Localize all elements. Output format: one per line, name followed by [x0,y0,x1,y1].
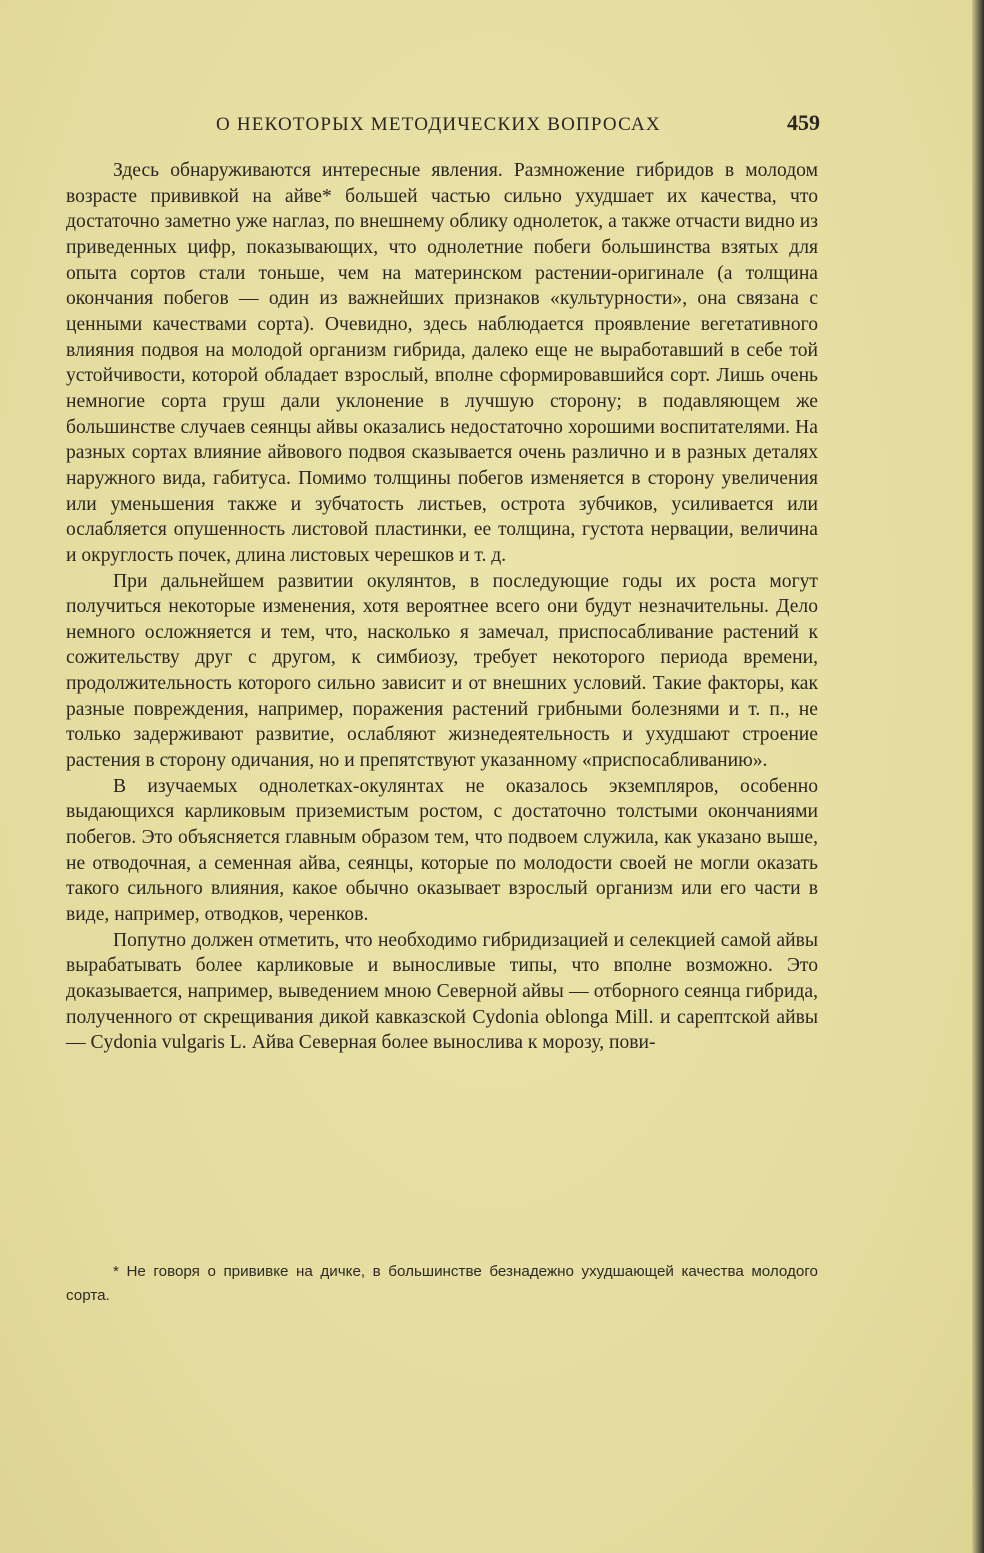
scan-edge-shadow [972,0,984,1553]
paragraph: В изучаемых однолетках-окулянтах не оказалось экземпляров, особенно выдающихся карликовым приземистым ростом, с достаточно толстыми окончаниями побегов. Это объясняется главным образом тем, что подвоем служила, как указано выше, не отводочная, а семенная айва, сеянцы, которые по молодости своей не могли оказать такого сильного влияния, какое обычно оказывает взрослый организм или его части в виде, например, отводков, черенков. [66,775,818,926]
paragraph: Здесь обнаруживаются интересные явления. Размножение гибридов в молодом возрасте прививкой на айве* большей частью сильно ухудшает их качества, что достаточно заметно уже наглаз, по внешнему облику однолеток, а также отчасти видно из приведенных цифр, показывающих, что однолетние побеги большинства взятых для опыта сортов стали тоньше, чем на материнском растении-оригинале (а толщина окончания побегов — один из важнейших признаков «культурности», она связана с ценными качествами сорта). Очевидно, здесь наблюдается проявление вегетативного влияния подвоя на молодой организм гибрида, далеко еще не выработавший в себе той устойчивости, которой обладает взрослый, вполне сформировавшийся сорт. Лишь очень немногие сорта груш дали уклонение в лучшую сторону; в подавляющем же большинстве случаев сеянцы айвы оказались недостаточно хорошими воспитателями. На разных сортах влияние айвового подвоя сказывается очень различно и в разных деталях наружного вида, габитуса. Помимо толщины побегов изменяется в сторону увеличения или уменьшения также и зубчатость листьев, острота зубчиков, усиливается или ослабляется опушенность листовой пластинки, ее толщина, густота нервации, величина и округлость почек, длина листовых черешков и т. д. [66,160,818,566]
footnote: * Не говоря о прививке на дичке, в большинстве безнадежно ухудшающей качества молодого сорта. [66,1263,818,1304]
page-header [66,110,820,140]
body-text [66,158,818,1056]
paragraph: Попутно должен отметить, что необходимо гибридизацией и селекцией самой айвы вырабатывать более карликовые и выносливые типы, что вполне возможно. Это доказывается, например, выведением мною Северной айвы — отборного сеянца гибрида, полученного от скрещивания дикой кавказской Cydonia oblonga Mill. и сарептской айвы — Cydonia vulgaris L. Айва Северная более вынослива к морозу, пови- [66,929,818,1054]
paragraph: При дальнейшем развитии окулянтов, в последующие годы их роста могут получиться некоторые изменения, хотя вероятнее всего они будут незначительны. Дело немного осложняется и тем, что, насколько я замечал, приспосабливание растений к сожительству друг с другом, к симбиозу, требует некоторого периода времени, продолжительность которого сильно зависит и от внешних условий. Такие факторы, как разные повреждения, например, поражения растений грибными болезнями и т. п., не только задерживают развитие, ослабляют жизнедеятельность и ухудшают строение растения в сторону одичания, но и препятствуют указанному «приспосабливанию». [66,570,818,772]
running-title: О НЕКОТОРЫХ МЕТОДИЧЕСКИХ ВОПРОСАХ [216,114,661,135]
page-number: 459 [787,110,820,135]
